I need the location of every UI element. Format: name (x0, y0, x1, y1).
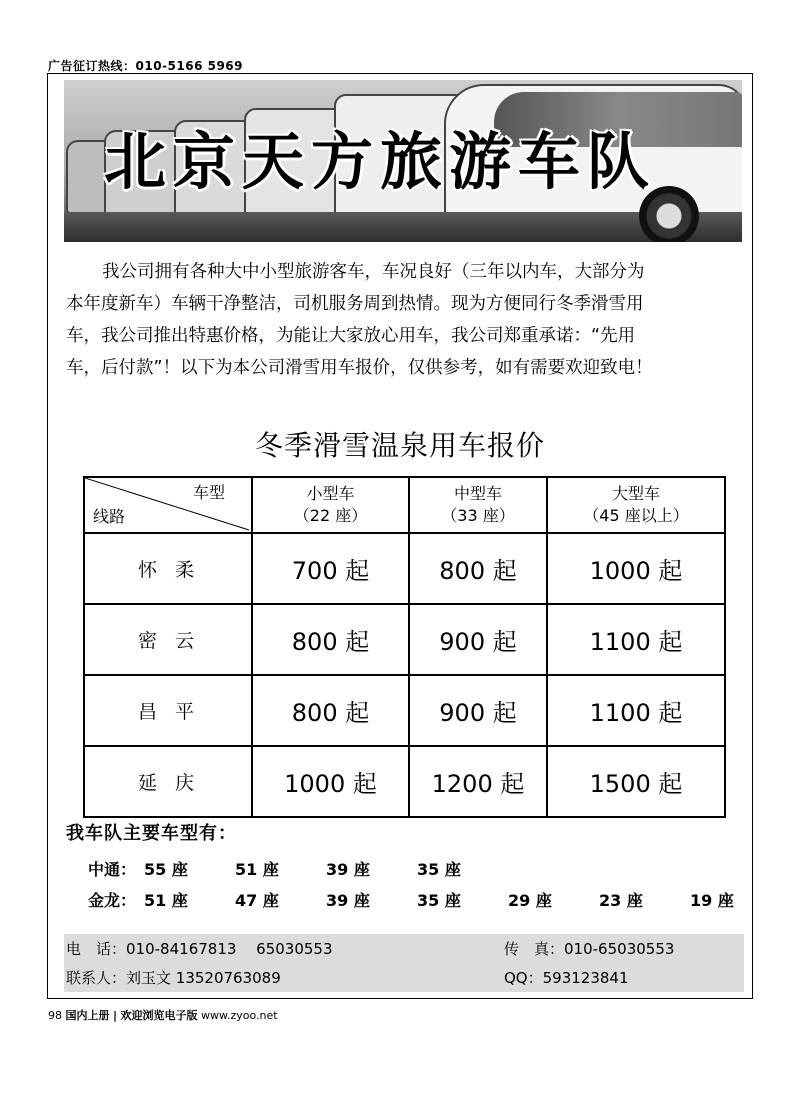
intro-paragraph (66, 256, 744, 384)
page-number: 98 (48, 1009, 62, 1022)
column-name: 大型车 (611, 484, 660, 503)
column-name: 小型车 (306, 484, 355, 503)
route-label: 线路 (93, 507, 126, 526)
contact-person-value: 刘玉文 13520763089 (126, 969, 281, 987)
fax-label: 传 真： (504, 940, 565, 958)
price-cell: 900 起 (409, 604, 547, 675)
table-row (84, 675, 725, 746)
contact-person-label: 联系人： (66, 969, 127, 987)
models-title: 我车队主要车型有： (66, 823, 237, 844)
price-cell: 800 起 (252, 604, 409, 675)
qq-line (504, 967, 629, 988)
seat-option: 51 座 (144, 891, 188, 910)
phone-number: 010-84167813 65030553 (126, 940, 333, 958)
page-footer (48, 1007, 278, 1023)
route-cell: 昌平 (84, 675, 252, 746)
seat-option: 39 座 (326, 891, 370, 910)
brand-label: 金龙： (88, 891, 137, 910)
seat-option: 19 座 (690, 891, 734, 910)
contact-box (64, 934, 744, 992)
intro-line: 车，我公司推出特惠价格，为能让大家放心用车，我公司郑重承诺：“先用 (66, 326, 636, 346)
vehicle-type-label: 车型 (192, 483, 225, 502)
price-table (83, 476, 726, 818)
table-header-row (84, 477, 725, 533)
seat-option: 47 座 (235, 891, 279, 910)
column-seats: （33 座） (441, 506, 515, 525)
price-cell: 800 起 (409, 533, 547, 604)
price-cell: 1000 起 (252, 746, 409, 817)
models-row-zhongtong (88, 857, 508, 880)
price-cell: 700 起 (252, 533, 409, 604)
seat-option: 55 座 (144, 860, 188, 879)
fax-line (504, 938, 674, 959)
intro-line: 我公司拥有各种大中小型旅游客车，车况良好（三年以内车，大部分为 (102, 262, 645, 282)
price-cell: 1500 起 (547, 746, 725, 817)
qq-label: QQ： (504, 969, 543, 987)
footer-divider: | (113, 1009, 118, 1022)
website-link[interactable]: www.zyoo.net (201, 1009, 278, 1022)
route-cell: 怀柔 (84, 533, 252, 604)
ad-hotline: 广告征订热线：010-5166 5969 (48, 59, 244, 73)
price-table-title: 冬季滑雪温泉用车报价 (254, 429, 545, 462)
seat-option: 23 座 (599, 891, 643, 910)
column-header-medium (409, 477, 547, 533)
price-cell: 1100 起 (547, 604, 725, 675)
intro-line: 本年度新车）车辆干净整洁，司机服务周到热情。现为方便同行冬季滑雪用 (66, 294, 644, 314)
table-row (84, 604, 725, 675)
route-cell: 密云 (84, 604, 252, 675)
footer-slogan: 欢迎浏览电子版 (120, 1009, 198, 1022)
table-row (84, 533, 725, 604)
section-name: 国内上册 (65, 1009, 110, 1022)
seat-option: 51 座 (235, 860, 279, 879)
phone-line (66, 938, 333, 959)
banner-title: 北京天方旅游车队 (104, 125, 657, 198)
models-row-jinlong (88, 888, 781, 911)
table-row (84, 746, 725, 817)
seat-option: 39 座 (326, 860, 370, 879)
route-cell: 延庆 (84, 746, 252, 817)
column-seats: （45 座以上） (583, 506, 689, 525)
column-header-small (252, 477, 409, 533)
price-cell: 900 起 (409, 675, 547, 746)
qq-number: 593123841 (542, 969, 629, 987)
contact-person-line (66, 967, 281, 988)
intro-line: 车，后付款”！以下为本公司滑雪用车报价，仅供参考，如有需要欢迎致电！ (66, 358, 653, 378)
price-cell: 800 起 (252, 675, 409, 746)
seat-option: 29 座 (508, 891, 552, 910)
price-cell: 1100 起 (547, 675, 725, 746)
column-header-large (547, 477, 725, 533)
seat-option: 35 座 (417, 860, 461, 879)
fax-number: 010-65030553 (564, 940, 675, 958)
corner-header (84, 477, 252, 533)
seat-option: 35 座 (417, 891, 461, 910)
phone-label: 电 话： (66, 940, 127, 958)
column-name: 中型车 (453, 484, 502, 503)
banner-image (64, 80, 742, 242)
price-cell: 1200 起 (409, 746, 547, 817)
brand-label: 中通： (88, 860, 137, 879)
column-seats: （22 座） (293, 506, 368, 525)
price-cell: 1000 起 (547, 533, 725, 604)
